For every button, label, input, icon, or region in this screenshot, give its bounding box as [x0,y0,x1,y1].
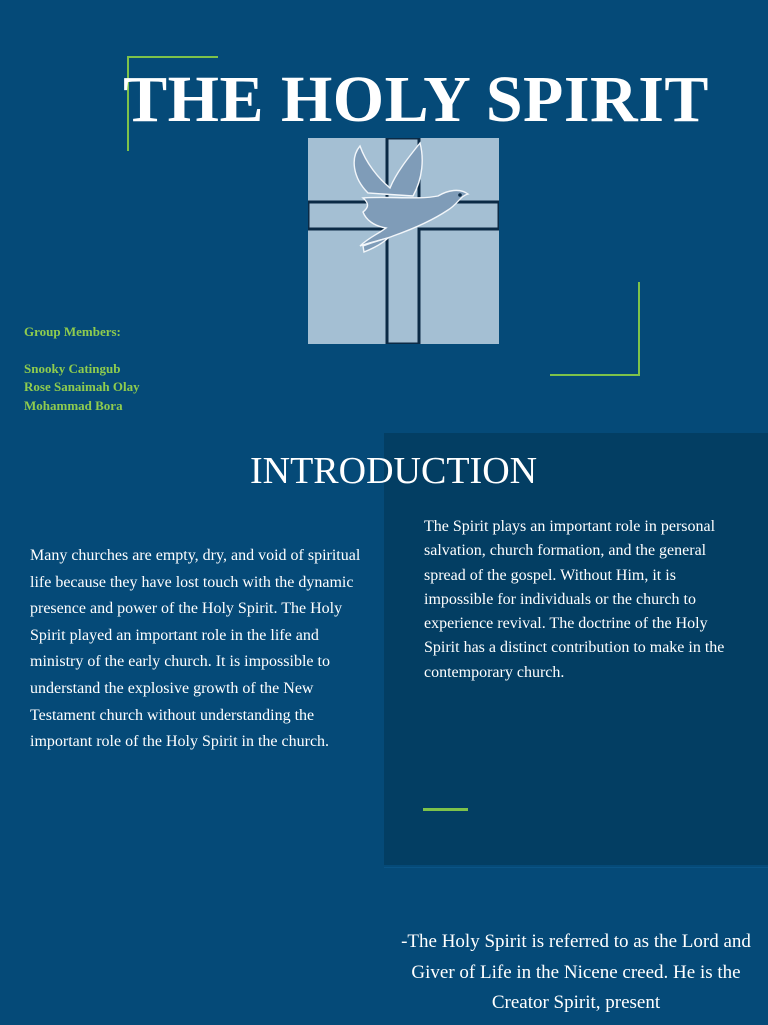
member-name: Rose Sanaimah Olay [24,379,140,394]
emblem-bracket-right [638,282,640,376]
bottom-paragraph: -The Holy Spirit is referred to as the Lord and Giver of Life in the Nicene creed. He is the Creator Spirit, present [401,931,751,1013]
cross-dove-emblem [308,138,499,344]
accent-dash [423,808,468,811]
group-members [24,323,284,415]
title-bracket-top [128,56,218,58]
intro-right-paragraph: The Spirit plays an important role in personal salvation, church formation, and the general spread of the gospel. Without Him, it is impossible for individuals or the church to experience revival. The doctrine of the Holy Spirit has a distinct contribution to make in the contemporary church. [424,518,725,681]
member-name: Mohammad Bora [24,397,123,413]
emblem-bracket-bottom [550,374,640,376]
member-name: Snooky Catingub [24,360,121,376]
introduction-heading: INTRODUCTION [250,450,538,492]
members-heading: Group Members: [24,324,121,339]
page-title: THE HOLY SPIRIT [123,63,709,136]
intro-left-paragraph: Many churches are empty, dry, and void of spiritual life because they have lost touch with the dynamic presence and power of the Holy Spirit. The Holy Spirit played an important role in the life and ministry of the early church. It is impossible to understand the explosive growth of the New Testament church without understanding the important role of the Holy Spirit in the church. [30,547,361,751]
